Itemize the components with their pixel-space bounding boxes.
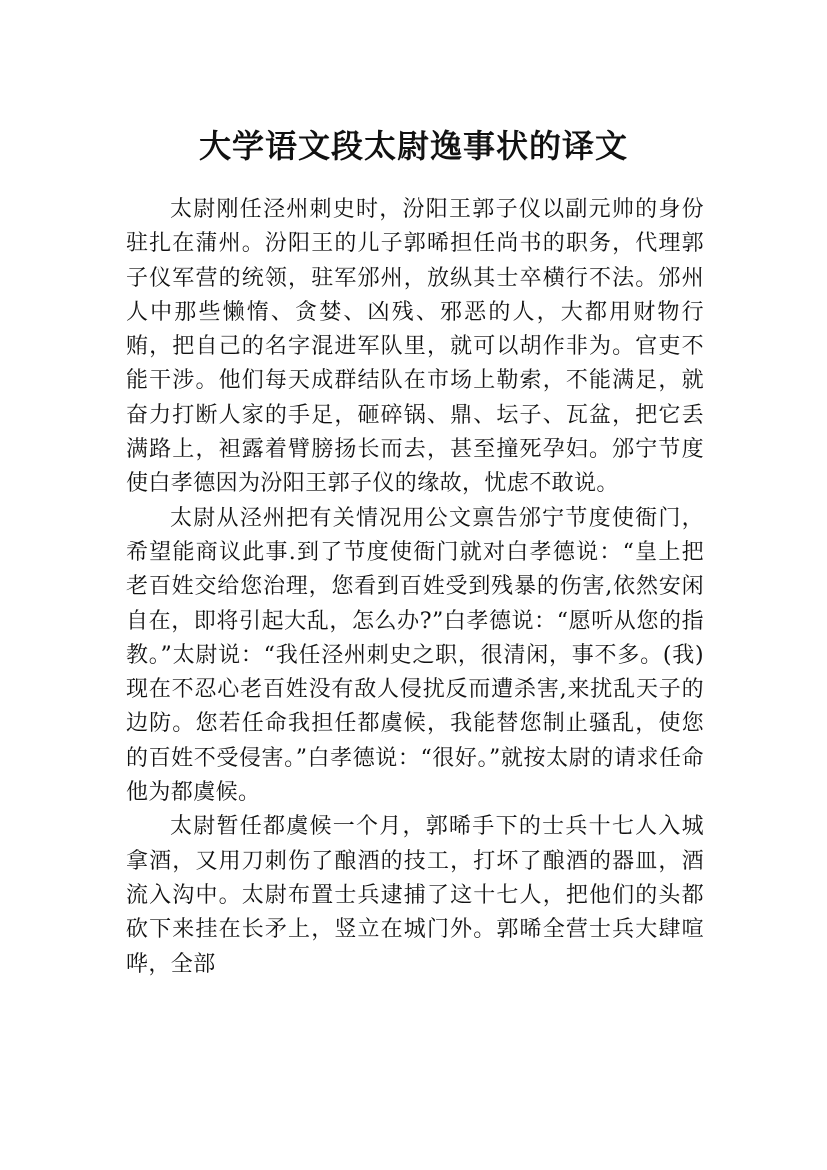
paragraph-1: 太尉刚任泾州刺史时，汾阳王郭子仪以副元帅的身份驻扎在蒲州。汾阳王的儿子郭晞担任尚书的职务，代理郭子仪军营的统领，驻军邠州，放纵其士卒横行不法。邠州人中那些懒惰、贪婪、凶残、邪恶的人，大都用财物行贿，把自己的名字混进军队里，就可以胡作非为。官吏不能干涉。他们每天成群结队在市场上勒索，不能满足，就奋力打断人家的手足，砸碎锅、鼎、坛子、瓦盆，把它丢满路上，袒露着臂膀扬长而去，甚至撞死孕妇。邠宁节度使白孝德因为汾阳王郭子仪的缘故，忧虑不敢说。 <box>126 197 704 497</box>
document-title: 大学语文段太尉逸事状的译文 <box>198 127 628 166</box>
document-body <box>126 193 704 982</box>
paragraph-3: 太尉暂任都虞候一个月，郭晞手下的士兵十七人入城拿酒，又用刀刺伤了酿酒的技工，打坏了酿酒的器皿，酒流入沟中。太尉布置士兵逮捕了这十七人，把他们的头都砍下来挂在长矛上，竖立在城门外。郭晞全营士兵大肆喧哗，全部 <box>126 814 704 977</box>
paragraph-2: 太尉从泾州把有关情况用公文禀告邠宁节度使衙门，希望能商议此事.到了节度使衙门就对白孝德说：“皇上把老百姓交给您治理，您看到百姓受到残暴的伤害,依然安闲自在，即将引起大乱，怎么办?”白孝德说：“愿听从您的指教。”太尉说：“我任泾州刺史之职，很清闲，事不多。(我)现在不忍心老百姓没有敌人侵扰反而遭杀害,来扰乱天子的边防。您若任命我担任都虞候，我能替您制止骚乱，使您的百姓不受侵害。”白孝德说：“很好。”就按太尉的请求任命他为都虞候。 <box>126 505 704 806</box>
